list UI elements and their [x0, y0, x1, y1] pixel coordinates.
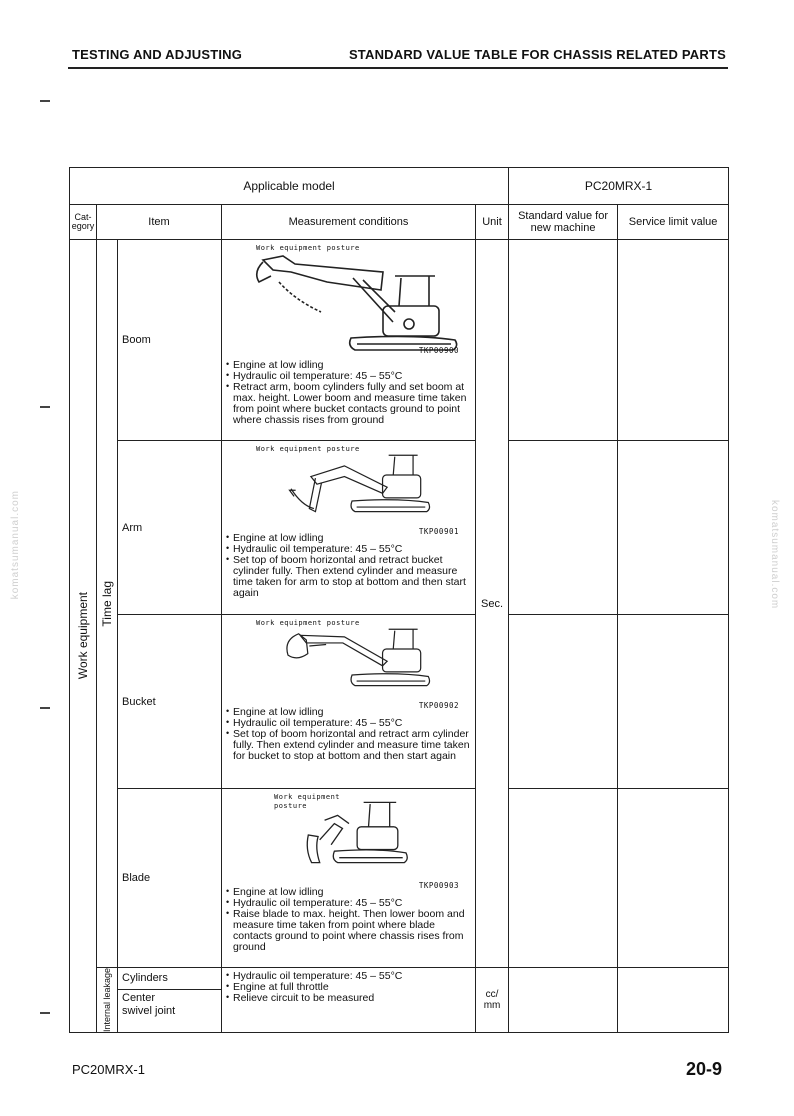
margin-mark [40, 1012, 50, 1014]
condition-item: • Raise blade to max. height. Then lower boom and measure time taken from point where blade contacts ground to point where chassis rises from ground [226, 909, 473, 953]
category-cell [70, 240, 97, 1033]
header-rule [68, 67, 728, 69]
condition-list [222, 533, 475, 599]
service-limit-leak [618, 968, 729, 1033]
conditions-blade [222, 789, 476, 968]
condition-item: • Hydraulic oil temperature: 45 – 55°C [226, 718, 473, 729]
service-limit-blade [618, 789, 729, 968]
excavator-arm-figure [223, 443, 475, 533]
watermark-right: komatsumanual.com [769, 500, 780, 610]
unit-leak: cc/ mm [476, 968, 509, 1033]
col-service-limit: Service limit value [618, 205, 729, 240]
applicable-model-label: Applicable model [70, 168, 509, 205]
margin-mark [40, 100, 50, 102]
header-section-title: TESTING AND ADJUSTING [72, 47, 243, 62]
col-item: Item [97, 205, 222, 240]
condition-item: • Hydraulic oil temperature: 45 – 55°C [226, 898, 473, 909]
conditions-boom [222, 240, 476, 441]
condition-list [222, 971, 475, 1004]
figure-caption: Work equipment posture [274, 793, 341, 810]
condition-item: • Hydraulic oil temperature: 45 – 55°C [226, 971, 473, 982]
margin-mark [40, 406, 50, 408]
unit-sec: Sec. [476, 240, 509, 968]
condition-item: • Engine at low idling [226, 707, 473, 718]
condition-item: • Set top of boom horizontal and retract arm cylinder fully. Then extend cylinder and measure time taken for bucket to stop at bottom and then start again [226, 729, 473, 762]
condition-item: • Engine at low idling [226, 533, 473, 544]
conditions-bucket [222, 615, 476, 789]
item-bucket: Bucket [118, 615, 222, 789]
excavator-boom-figure [223, 242, 475, 360]
margin-mark [40, 707, 50, 709]
figure-code: TKP00900 [418, 346, 459, 355]
header-page-title: STANDARD VALUE TABLE FOR CHASSIS RELATED PARTS [348, 47, 726, 62]
condition-list [222, 360, 475, 426]
condition-item: • Hydraulic oil temperature: 45 – 55°C [226, 544, 473, 555]
excavator-bucket-figure [223, 617, 475, 707]
figure-code: TKP00903 [418, 881, 459, 890]
col-standard-value: Standard value for new machine [509, 205, 618, 240]
condition-list [222, 887, 475, 953]
item-center-swivel-joint: Center swivel joint [122, 992, 176, 1017]
service-limit-arm [618, 441, 729, 615]
figure-caption: Work equipment posture [256, 244, 360, 252]
figure-code: TKP00902 [418, 701, 459, 710]
leak-items-cell [118, 968, 222, 1033]
watermark-left: komatsumanual.com [10, 490, 21, 600]
condition-item: • Hydraulic oil temperature: 45 – 55°C [226, 371, 473, 382]
condition-item: • Engine at low idling [226, 360, 473, 371]
standard-value-table [69, 167, 729, 1033]
group-internal-leakage: Internal leakage [101, 968, 112, 1033]
standard-value-boom [509, 240, 618, 441]
col-unit: Unit [476, 205, 509, 240]
item-boom: Boom [118, 240, 222, 441]
item-cylinders: Cylinders [118, 972, 222, 990]
group-cell [97, 240, 118, 968]
model-name: PC20MRX-1 [509, 168, 729, 205]
figure-code: TKP00901 [418, 527, 459, 536]
standard-value-leak [509, 968, 618, 1033]
footer-page-number: 20-9 [685, 1059, 722, 1079]
condition-item: • Engine at low idling [226, 887, 473, 898]
conditions-arm [222, 441, 476, 615]
figure-caption: Work equipment posture [256, 619, 360, 627]
condition-list [222, 707, 475, 762]
col-category: Cat-egory [70, 205, 97, 240]
figure-caption: Work equipment posture [256, 445, 360, 453]
condition-item: • Retract arm, boom cylinders fully and set boom at max. height. Lower boom and measure time taken from point where bucket contacts ground to point where chassis rises from ground [226, 382, 473, 426]
category-work-equipment: Work equipment [76, 592, 90, 680]
group-time-lag: Time lag [100, 580, 114, 627]
standard-value-arm [509, 441, 618, 615]
conditions-leakage [222, 968, 476, 1033]
condition-item: • Engine at full throttle [226, 982, 473, 993]
standard-value-blade [509, 789, 618, 968]
standard-value-bucket [509, 615, 618, 789]
item-blade: Blade [118, 789, 222, 968]
service-limit-boom [618, 240, 729, 441]
item-arm: Arm [118, 441, 222, 615]
condition-item: • Set top of boom horizontal and retract bucket cylinder fully. Then extend cylinder and measure time taken for arm to stop at bottom and then start again [226, 555, 473, 599]
service-limit-bucket [618, 615, 729, 789]
col-measurement-conditions: Measurement conditions [222, 205, 476, 240]
group-cell [97, 968, 118, 1033]
footer-model: PC20MRX-1 [72, 1062, 145, 1077]
condition-item: • Relieve circuit to be measured [226, 993, 473, 1004]
